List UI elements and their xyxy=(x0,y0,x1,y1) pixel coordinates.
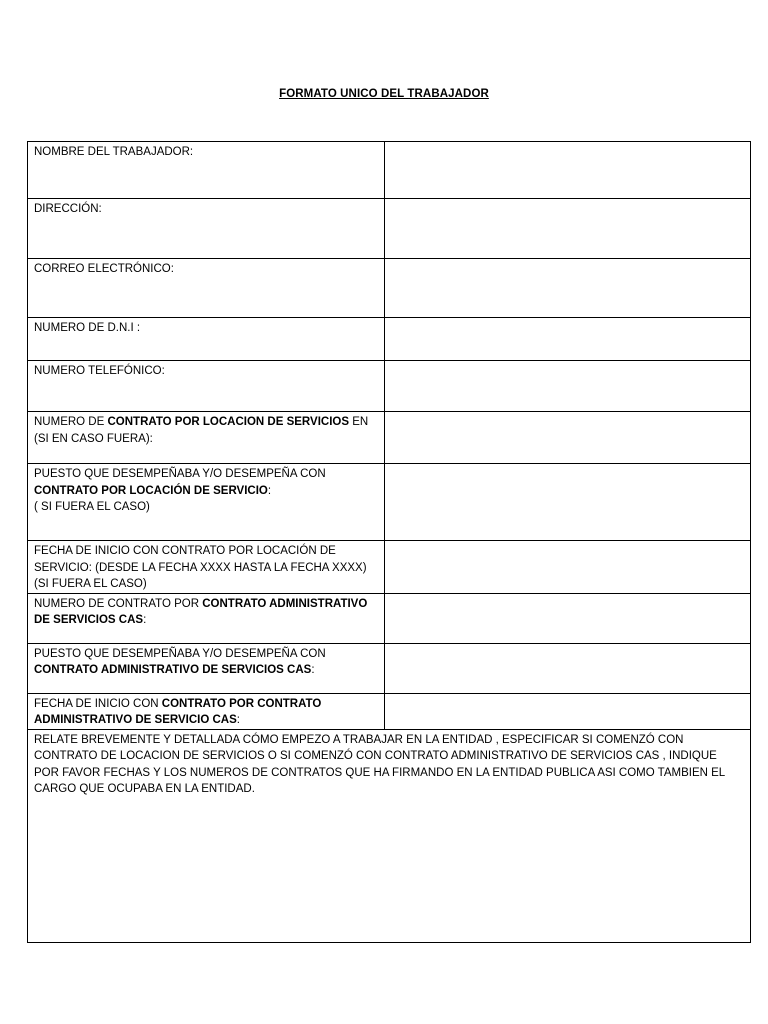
label-text: : xyxy=(267,484,272,497)
label-text: EN (SI EN CASO FUERA): xyxy=(34,416,369,445)
label-text: : xyxy=(143,614,147,626)
label-phone xyxy=(28,361,385,412)
field-cas-start-date[interactable] xyxy=(385,693,751,729)
row-locacion-position xyxy=(28,464,751,541)
label-text: ( SI FUERA EL CASO) xyxy=(34,501,150,513)
label-locacion-position xyxy=(28,464,385,541)
label-cas-start-date xyxy=(28,693,385,729)
label-text: NUMERO DE CONTRATO POR xyxy=(34,597,203,610)
field-locacion-start-date[interactable] xyxy=(385,541,751,594)
field-email[interactable] xyxy=(385,259,751,318)
label-address xyxy=(28,199,385,259)
label-text: PUESTO QUE DESEMPEÑABA Y/O DESEMPEÑA CON xyxy=(34,468,326,480)
narrative-cell[interactable] xyxy=(28,729,751,942)
label-text: FECHA DE INICIO CON xyxy=(34,697,162,710)
field-locacion-position[interactable] xyxy=(385,464,751,541)
label-text: NUMERO TELEFÓNICO: xyxy=(34,365,165,377)
row-cas-start-date xyxy=(28,693,751,729)
label-locacion-start-date xyxy=(28,541,385,594)
label-text: : xyxy=(311,664,315,676)
field-cas-contract-number[interactable] xyxy=(385,593,751,643)
label-text: NOMBRE DEL TRABAJADOR: xyxy=(34,146,194,158)
narrative-prompt: RELATE BREVEMENTE Y DETALLADA CÓMO EMPEZO A TRABAJAR EN LA ENTIDAD , ESPECIFICAR SI COMENZÓ CON CONTRATO DE LOCACION DE SERVICIOS O SI COMENZÓ CON CONTRATO ADMINISTRATIVO DE SERVICIOS CAS , INDIQUE POR FAVOR FECHAS Y LOS NUMEROS DE CONTRATOS QUE HA FIRMANDO EN LA ENTIDAD PUBLICA ASI COMO TAMBIEN EL CARGO QUE OCUPABA EN LA ENTIDAD. xyxy=(34,733,725,795)
field-worker-name[interactable] xyxy=(385,142,751,199)
label-bold-text: CONTRATO POR CONTRATO ADMINISTRATIVO DE SERVICIO CAS xyxy=(34,697,322,726)
label-text: NUMERO DE D.N.I : xyxy=(34,322,141,334)
field-address[interactable] xyxy=(385,199,751,259)
label-locacion-contract-number xyxy=(28,412,385,464)
worker-form-table xyxy=(27,141,751,943)
document-title: FORMATO UNICO DEL TRABAJADOR xyxy=(279,88,489,100)
row-worker-name xyxy=(28,142,751,199)
label-text: : xyxy=(236,714,240,726)
label-text: NUMERO DE xyxy=(34,416,108,428)
label-cas-contract-number xyxy=(28,593,385,643)
label-text: PUESTO QUE DESEMPEÑABA Y/O DESEMPEÑA CON xyxy=(34,647,326,660)
label-worker-name xyxy=(28,142,385,199)
label-text: CORREO ELECTRÓNICO: xyxy=(34,263,174,275)
row-locacion-contract-number xyxy=(28,412,751,464)
label-email xyxy=(28,259,385,318)
row-narrative xyxy=(28,729,751,942)
row-cas-position xyxy=(28,643,751,693)
label-dni xyxy=(28,318,385,361)
label-cas-position xyxy=(28,643,385,693)
label-bold-text: CONTRATO POR LOCACION DE SERVICIOS xyxy=(107,416,350,428)
field-dni[interactable] xyxy=(385,318,751,361)
row-address xyxy=(28,199,751,259)
row-email xyxy=(28,259,751,318)
label-text: DIRECCIÓN: xyxy=(34,203,102,215)
row-dni xyxy=(28,318,751,361)
label-bold-text: CONTRATO ADMINISTRATIVO DE SERVICIOS CAS xyxy=(34,664,312,676)
field-locacion-contract-number[interactable] xyxy=(385,412,751,464)
field-phone[interactable] xyxy=(385,361,751,412)
field-cas-position[interactable] xyxy=(385,643,751,693)
row-cas-contract-number xyxy=(28,593,751,643)
label-text: FECHA DE INICIO CON CONTRATO POR LOCACIÓN DE SERVICIO: (DESDE LA FECHA XXXX HASTA LA FECHA XXXX) (SI FUERA EL CASO) xyxy=(34,545,367,590)
row-locacion-start-date xyxy=(28,541,751,594)
label-bold-text: CONTRATO POR LOCACIÓN DE SERVICIO xyxy=(34,484,268,497)
label-bold-text: CONTRATO ADMINISTRATIVO DE SERVICIOS CAS xyxy=(34,597,368,626)
row-phone xyxy=(28,361,751,412)
